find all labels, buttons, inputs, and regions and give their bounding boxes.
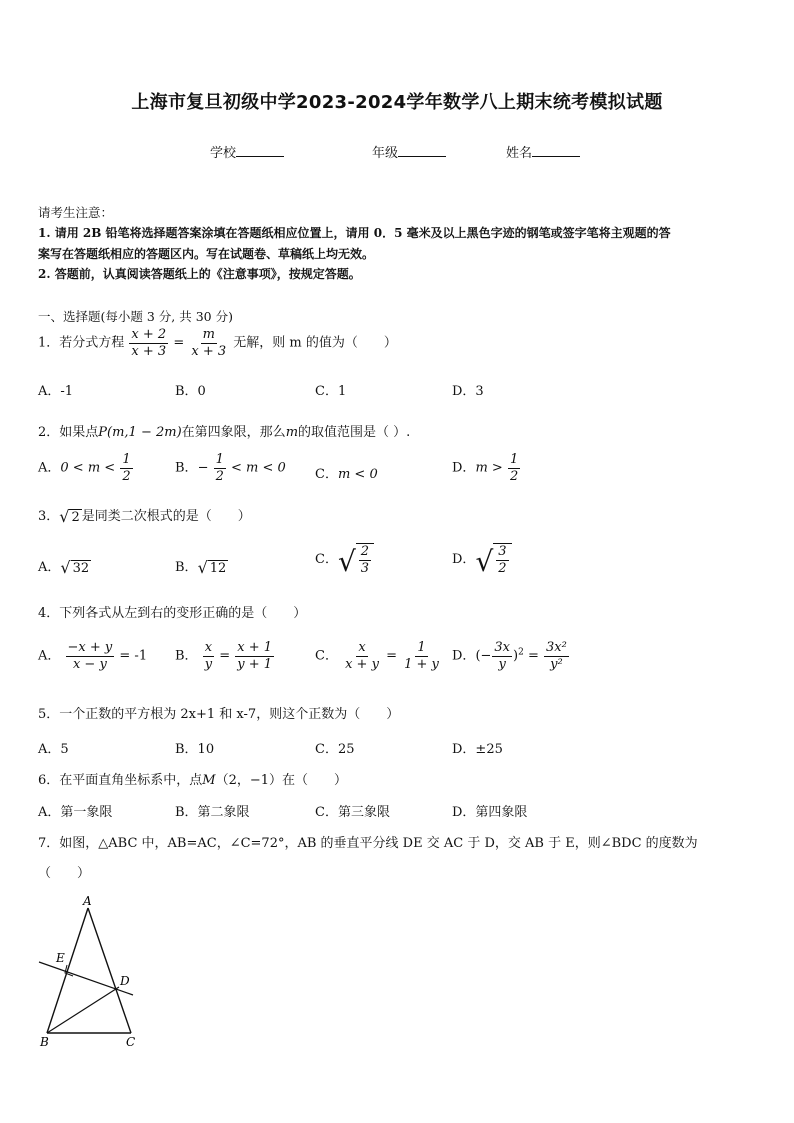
- q3-c-num: 2: [360, 544, 370, 559]
- q5-option-a: A．5: [38, 742, 69, 757]
- q3-a-radicand: 32: [72, 560, 90, 576]
- q1-prefix: 1．若分式方程: [38, 335, 125, 351]
- question-1-stem: [38, 327, 397, 359]
- q4-d-fraction-left: [492, 640, 512, 672]
- q4-option-c: [315, 640, 442, 672]
- section-heading: 一、选择题(每小题 3 分, 共 30 分): [38, 309, 233, 324]
- q3-radicand: 2: [71, 509, 80, 525]
- q4-d-num-left: 3x: [494, 640, 511, 655]
- q6-option-a: A．第一象限: [38, 805, 113, 820]
- q3-b-radicand: 12: [209, 560, 227, 576]
- q1-den-left: x + 3: [131, 343, 167, 359]
- q3-prefix: 3．: [38, 509, 60, 524]
- q4-option-a: [38, 640, 147, 672]
- q3-b-label: B．: [175, 560, 198, 575]
- label-c: C: [126, 1035, 136, 1049]
- question-5-stem: 5．一个正数的平方根为 2x+1 和 x-7，则这个正数为（ ）: [38, 707, 400, 722]
- grade-label: 年级: [372, 146, 399, 161]
- q4-option-b: [175, 640, 275, 672]
- q1-equals: =: [173, 335, 185, 351]
- q1-fraction-left: [129, 327, 168, 359]
- q3-d-num: 3: [498, 544, 507, 559]
- q2-c-expr: m < 0: [337, 467, 378, 482]
- triangle-figure: [30, 890, 160, 1050]
- name-label: 姓名: [506, 146, 533, 161]
- segment-bd: [47, 987, 119, 1033]
- q4-d-close: ): [513, 648, 519, 664]
- q4-b-den-left: y: [204, 656, 213, 672]
- question-7-stem-cont: （ ）: [38, 866, 91, 881]
- q2-d-num: 1: [509, 452, 519, 467]
- q4-b-fraction-left: [203, 640, 214, 672]
- q3-option-a: [38, 556, 91, 576]
- question-4-stem: 4．下列各式从左到右的变形正确的是（ ）: [38, 606, 307, 621]
- perpendicular-bisector-de: [39, 962, 133, 995]
- q4-c-num-left: x: [358, 640, 366, 655]
- q4-c-num-right: 1: [417, 640, 426, 655]
- grade-blank: [398, 144, 446, 157]
- q2-d-label: D．: [452, 460, 476, 476]
- q1-den-right: x + 3: [191, 343, 227, 359]
- q3-option-b: [175, 556, 228, 576]
- notice-item-1-line-1: 1. 请用 2B 铅笔将选择题答案涂填在答题纸相应位置上，请用 0．5 毫米及以上黑色字迹的钢笔或签字笔将主观题的答: [38, 226, 671, 240]
- q2-d-den: 2: [509, 468, 519, 484]
- name-blank: [532, 144, 580, 157]
- sqrt-symbol: √: [59, 506, 70, 526]
- q6-option-b: B．第二象限: [175, 805, 250, 820]
- q2-b-den: 2: [215, 468, 224, 484]
- q4-c-fraction-right: [402, 640, 441, 672]
- q4-c-equals: =: [386, 648, 397, 664]
- q2-option-c: [315, 463, 378, 482]
- q4-b-fraction-right: [235, 640, 274, 672]
- q2-variable: m: [285, 425, 299, 440]
- q4-a-fraction: [66, 640, 115, 672]
- q3-d-den: 2: [498, 560, 507, 576]
- side-ac: [88, 908, 131, 1033]
- q4-d-open: (−: [475, 648, 492, 664]
- question-3-stem: [38, 505, 251, 525]
- q2-point: P(m,1 − 2m): [98, 425, 182, 440]
- q2-b-fraction: [214, 452, 226, 484]
- school-blank: [236, 144, 284, 157]
- q3-d-fraction: [496, 544, 508, 576]
- q4-d-exponent: 2: [518, 647, 524, 658]
- q1-option-c: C．1: [315, 384, 347, 399]
- q4-a-num: −x + y: [67, 640, 113, 655]
- q2-b-minus: −: [197, 460, 209, 476]
- q6-text-1: 6．在平面直角坐标系中，点: [38, 773, 203, 788]
- q2-text-1: 2．如果点: [38, 425, 99, 440]
- q5-option-b: B．10: [175, 742, 215, 757]
- label-e: E: [56, 951, 65, 965]
- notice-item-1-line-2: 案写在答题纸相应的答题区内。写在试题卷、草稿纸上均无效。: [38, 247, 375, 261]
- school-label: 学校: [210, 146, 237, 161]
- q4-a-den: x − y: [72, 656, 107, 672]
- q2-c-label: C．: [315, 467, 338, 482]
- page-title: 上海市复旦初级中学2023-2024学年数学八上期末统考模拟试题: [131, 92, 663, 113]
- q3-c-label: C．: [315, 552, 338, 568]
- q4-d-num-right: 3x²: [546, 640, 567, 655]
- q3-a-label: A．: [38, 560, 61, 575]
- label-a: A: [83, 894, 92, 908]
- q2-a-den: 2: [122, 468, 131, 484]
- q4-d-den-left: y: [498, 656, 506, 672]
- q3-d-radicand: [493, 543, 511, 576]
- q4-b-den-right: y + 1: [237, 656, 273, 672]
- notice-heading: 请考生注意：: [38, 205, 114, 220]
- q1-tail: 无解，则 m 的值为（ ）: [233, 335, 397, 351]
- q2-option-d: [452, 452, 521, 484]
- q4-b-num-right: x + 1: [237, 640, 273, 655]
- q2-a-num: 1: [122, 452, 131, 467]
- sqrt-symbol: √: [337, 545, 356, 579]
- q6-point: M: [202, 773, 216, 788]
- q4-d-den-right: y²: [550, 656, 563, 672]
- q1-option-a: A．-1: [38, 384, 74, 399]
- q4-c-den-left: x + y: [345, 656, 379, 672]
- q4-b-equals: =: [219, 648, 231, 664]
- q4-c-label: C．: [315, 648, 338, 664]
- q4-b-num-left: x: [204, 640, 213, 655]
- question-7-stem: 7．如图，△ABC 中，AB=AC，∠C=72°，AB 的垂直平分线 DE 交 AC 于 D，交 AB 于 E，则∠BDC 的度数为: [38, 836, 698, 851]
- q5-option-c: C．25: [315, 742, 355, 757]
- q3-b-sqrt: [197, 557, 229, 577]
- q4-d-equals: =: [527, 648, 539, 664]
- q3-c-den: 3: [360, 560, 370, 576]
- sqrt-symbol: √: [60, 557, 71, 577]
- q2-b-expr: < m < 0: [231, 460, 286, 476]
- q3-sqrt: [59, 506, 81, 526]
- school-field: [210, 142, 284, 161]
- q4-option-d: [452, 640, 570, 672]
- q4-b-label: B．: [175, 648, 198, 664]
- q4-d-fraction-right: [544, 640, 569, 672]
- q2-b-num: 1: [215, 452, 224, 467]
- q2-a-fraction: [120, 452, 132, 484]
- q2-text-3: 的取值范围是（ ）.: [298, 425, 411, 440]
- side-ab: [47, 908, 88, 1033]
- q4-a-label: A．: [38, 648, 61, 664]
- q3-option-c: [315, 543, 374, 579]
- q3-d-label: D．: [452, 552, 476, 568]
- q2-a-expr: 0 < m <: [60, 460, 116, 476]
- q6-option-c: C．第三象限: [315, 805, 390, 820]
- q2-option-a: [38, 452, 134, 484]
- q2-d-expr: m >: [475, 460, 503, 476]
- label-b: B: [40, 1035, 49, 1049]
- q3-tail: 是同类二次根式的是（ ）: [81, 509, 251, 524]
- q4-c-fraction-left: [343, 640, 381, 672]
- q3-c-sqrt: [337, 543, 374, 579]
- sqrt-symbol: √: [475, 545, 494, 579]
- q5-option-d: D．±25: [452, 742, 503, 757]
- notice-item-2: 2. 答题前，认真阅读答题纸上的《注意事项》，按规定答题。: [38, 267, 361, 281]
- q1-num-left: x + 2: [131, 327, 167, 342]
- name-field: [506, 142, 580, 161]
- q4-a-tail: = -1: [119, 648, 148, 664]
- q2-option-b: [175, 452, 286, 484]
- q2-d-fraction: [508, 452, 520, 484]
- question-6-stem: [38, 769, 347, 788]
- q3-c-fraction: [359, 544, 371, 576]
- q3-a-sqrt: [60, 557, 91, 577]
- q3-c-radicand: [356, 543, 374, 576]
- q4-d-label: D．: [452, 648, 476, 664]
- q6-text-2: （2，−1）在（ ）: [215, 773, 348, 788]
- q6-option-d: D．第四象限: [452, 805, 528, 820]
- q1-option-b: B．0: [175, 384, 206, 399]
- q4-c-den-right: 1 + y: [404, 656, 439, 672]
- label-d: D: [120, 974, 130, 988]
- sqrt-symbol: √: [197, 557, 208, 577]
- grade-field: [372, 142, 446, 161]
- q2-a-label: A．: [38, 460, 61, 476]
- q1-option-d: D．3: [452, 384, 484, 399]
- q2-b-label: B．: [175, 460, 198, 476]
- question-2-stem: [38, 421, 410, 440]
- q3-option-d: [452, 543, 512, 579]
- q2-text-2: 在第四象限，那么: [181, 425, 286, 440]
- q1-num-right: m: [202, 327, 215, 342]
- q1-fraction-right: [189, 327, 228, 359]
- q3-d-sqrt: [475, 543, 511, 579]
